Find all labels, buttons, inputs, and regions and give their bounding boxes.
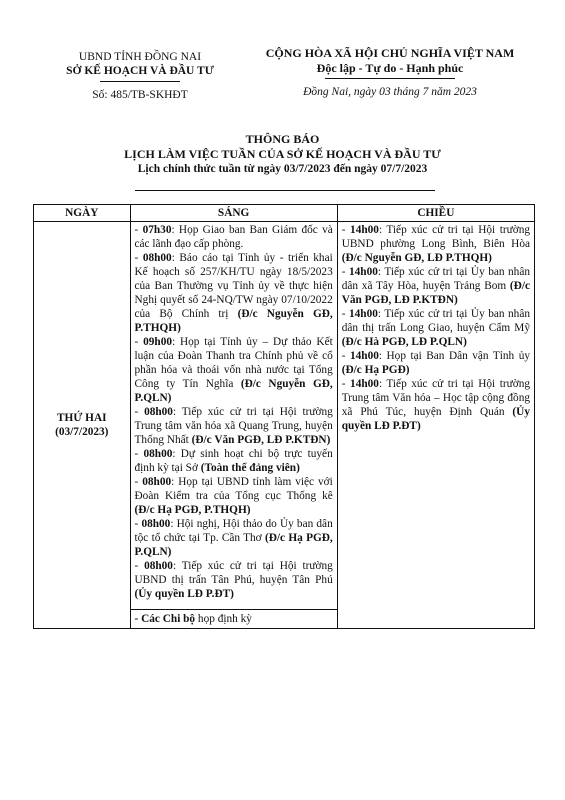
entry-divider: [131, 609, 337, 610]
morning-entry: - 08h00: Báo cáo tại Tỉnh ủy - triển khai Kế hoạch số 257/KH/TU ngày 18/5/2023 của Ban Thường vụ Tỉnh ủy về thực hiện Nghị quyết số 24-NQ/TW ngày 07/10/2022 của Bộ Chính trị (Đ/c Nguyễn GĐ, P.THQH): [134, 252, 333, 334]
afternoon-entry: - 14h00: Tiếp xúc cử tri tại Hội trường UBND phường Long Bình, Biên Hòa (Đ/c Nguyễn GĐ, LĐ P.THQH): [341, 224, 530, 264]
national-header-block: [245, 46, 535, 100]
issue-date: Đồng Nai, ngày 03 tháng 7 năm 2023: [303, 86, 477, 98]
day-date: (03/7/2023): [55, 426, 109, 438]
national-title: CỘNG HÒA XÃ HỘI CHỦ NGHĨA VIỆT NAM: [265, 46, 515, 60]
table-header-row: [34, 205, 535, 222]
schedule-table: [33, 204, 535, 629]
header-morning: SÁNG: [130, 205, 337, 222]
morning-entry: - 08h00: Tiếp xúc cử tri tại Hội trường Trung tâm văn hóa xã Quang Trung, huyện Thống Nhất (Đ/c Văn PGĐ, LĐ P.KTĐN): [134, 406, 333, 446]
document-title: [0, 132, 565, 162]
morning-entry: - 08h00: Hội nghị, Hội thảo do Ủy ban dân tộc tổ chức tại Tp. Cần Thơ (Đ/c Hạ PGĐ, P.QLN): [134, 518, 333, 558]
day-name: THỨ HAI: [57, 412, 107, 424]
morning-entry: - 08h00: Dự sinh hoạt chi bộ trực tuyến định kỳ tại Sở (Toàn thể đảng viên): [134, 448, 333, 474]
header-afternoon: CHIỀU: [337, 205, 534, 222]
agency-parent: UBND TỈNH ĐỒNG NAI: [78, 51, 202, 63]
morning-cell: [130, 222, 337, 629]
afternoon-cell: [337, 222, 534, 629]
header-day: NGÀY: [34, 205, 131, 222]
afternoon-entry: - 14h00: Tiếp xúc cử tri tại Ủy ban nhân dân thị trấn Long Giao, huyện Cẩm Mỹ (Đ/c Hà PGĐ, LĐ P.QLN): [341, 308, 530, 348]
national-motto: Độc lập - Tự do - Hạnh phúc: [316, 61, 464, 75]
table-row: [34, 222, 535, 629]
document-number: Số: 485/TB-SKHĐT: [92, 89, 188, 101]
morning-entry: - 09h00: Họp tại Tỉnh ủy – Dự thảo Kết luận của Đoàn Thanh tra Chính phủ về cổ phần hóa và thoái vốn nhà nước tại Tổng Công ty Tín Nghĩa (Đ/c Nguyễn GĐ, P.QLN): [134, 336, 333, 404]
afternoon-entry: - 14h00: Tiếp xúc cử tri tại Hội trường Trung tâm Văn hóa – Học tập cộng đồng xã Phú Túc, huyện Định Quán (Ủy quyền LĐ P.ĐT): [341, 378, 530, 432]
motto-underline: [325, 78, 455, 79]
agency-name: SỞ KẾ HOẠCH VÀ ĐẦU TƯ: [66, 65, 214, 77]
afternoon-entry: - 14h00: Tiếp xúc cử tri tại Ủy ban nhân dân xã Tây Hòa, huyện Trảng Bom (Đ/c Văn PGĐ, LĐ P.KTĐN): [341, 266, 530, 306]
morning-entry: - 08h00: Tiếp xúc cử tri tại Hội trường UBND thị trấn Tân Phú, huyện Tân Phú (Ủy quyền LĐ P.ĐT): [134, 560, 333, 600]
morning-entry: - 07h30: Họp Giao ban Ban Giám đốc và các lãnh đạo cấp phòng.: [134, 224, 333, 250]
title-line-1: THÔNG BÁO: [245, 132, 320, 146]
schedule-period: Lịch chính thức tuần từ ngày 03/7/2023 đến ngày 07/7/2023: [137, 163, 428, 175]
day-cell: [34, 222, 131, 629]
agency-underline: [100, 81, 180, 82]
issuing-agency-block: [40, 50, 240, 102]
morning-extra-entry: - Các Chi bộ họp định kỳ: [134, 613, 252, 625]
schedule-period-rule: [135, 190, 435, 191]
afternoon-entry: - 14h00: Họp tại Ban Dân vận Tỉnh ủy (Đ/c Hạ PGĐ): [341, 350, 530, 376]
title-line-2: LỊCH LÀM VIỆC TUẦN CỦA SỞ KẾ HOẠCH VÀ ĐẦU TƯ: [124, 147, 441, 161]
morning-entry: - 08h00: Họp tại UBND tỉnh làm việc với Đoàn Kiểm tra của Tổng cục Thống kê (Đ/c Hạ PGĐ, P.THQH): [134, 476, 333, 516]
